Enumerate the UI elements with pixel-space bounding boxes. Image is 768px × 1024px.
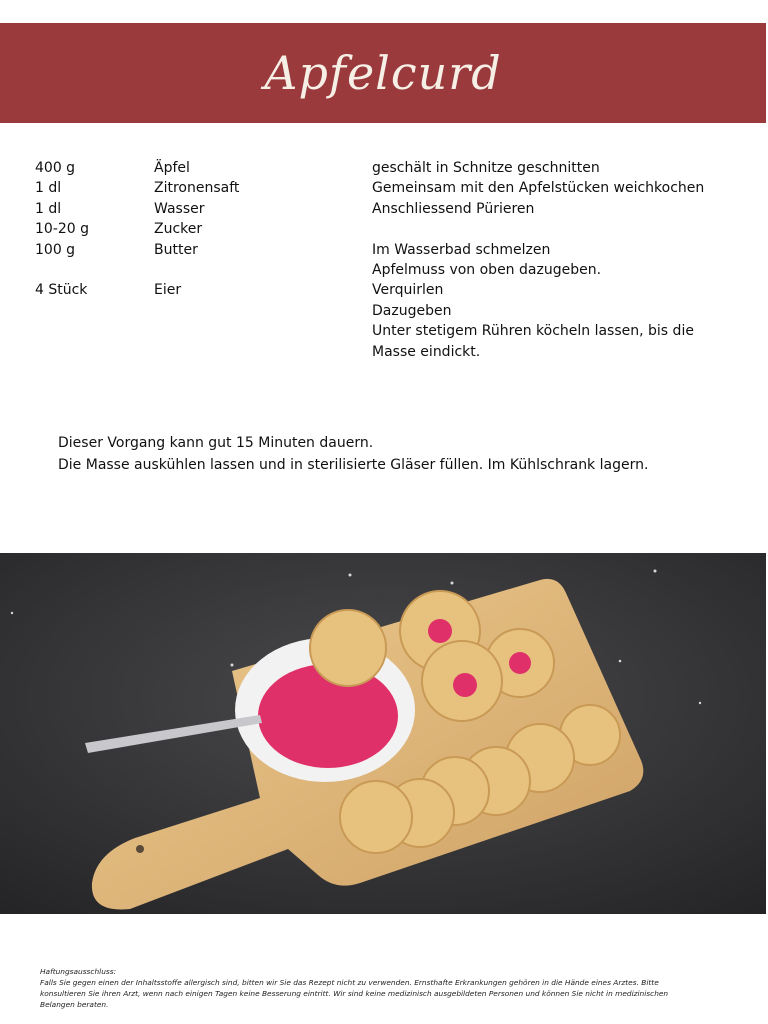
ingredient-name: Eier: [154, 282, 182, 299]
ingredient-row: [0, 240, 768, 260]
ingredient-row: [0, 219, 768, 239]
disclaimer: [40, 966, 740, 1010]
ingredient-amount: 100 g: [35, 241, 76, 258]
recipe-photo: [0, 553, 766, 914]
ingredient-row: [0, 199, 768, 219]
ingredient-instruction: geschält in Schnitze geschnitten: [372, 160, 600, 176]
ingredient-amount: 1 dl: [35, 180, 62, 197]
ingredient-instruction: Anschliessend Pürieren: [372, 200, 535, 217]
ingredient-amount: 10-20 g: [35, 221, 90, 238]
ingredient-instruction: Gemeinsam mit den Apfelstücken weichkochen: [372, 180, 705, 197]
ingredient-name: Zucker: [154, 221, 203, 238]
title-banner: [0, 23, 766, 123]
disclaimer-line: konsultieren Sie ihren Arzt, wenn nach einigen Tagen keine Besserung eintritt. Wir sind keine medizinisch ausgebildeten Personen und können Sie nicht in medizinischen: [40, 989, 669, 998]
ingredient-instruction: Unter stetigem Rühren köcheln lassen, bis die: [372, 323, 694, 340]
ingredient-row: [0, 301, 768, 321]
ingredient-name: Wasser: [154, 200, 205, 217]
ingredient-amount: 1 dl: [35, 200, 62, 217]
ingredient-instruction: Im Wasserbad schmelzen: [372, 241, 551, 258]
recipe-title: Apfelcurd: [264, 46, 502, 100]
preparation-notes: [58, 433, 648, 476]
note-line: Die Masse auskühlen lassen und in sterilisierte Gläser füllen. Im Kühlschrank lagern.: [58, 456, 649, 473]
ingredient-row: [0, 342, 768, 362]
ingredient-instruction: Apfelmuss von oben dazugeben.: [372, 261, 602, 278]
ingredient-name: Äpfel: [154, 160, 190, 176]
ingredient-row: [0, 158, 768, 178]
ingredient-name: Zitronensaft: [154, 180, 240, 197]
ingredients-list: [0, 158, 768, 362]
note-line: Dieser Vorgang kann gut 15 Minuten dauern.: [58, 435, 374, 451]
ingredient-row: [0, 178, 768, 198]
ingredient-name: Butter: [154, 241, 198, 258]
board-hole: [136, 845, 144, 853]
disclaimer-line: Falls Sie gegen einen der Inhaltsstoffe allergisch sind, bitten wir Sie das Rezept nicht zu verwenden. Ernsthafte Erkrankungen gehören in die Hände eines Arztes. Bitte: [40, 978, 659, 987]
ingredient-instruction: Verquirlen: [372, 282, 444, 299]
ingredient-amount: 400 g: [35, 160, 76, 176]
disclaimer-heading: Haftungsausschluss:: [40, 967, 117, 976]
ingredient-row: [0, 280, 768, 300]
ingredient-instruction: Dazugeben: [372, 302, 452, 319]
ingredient-instruction: Masse eindickt.: [372, 343, 481, 360]
disclaimer-line: Belangen beraten.: [40, 1000, 109, 1009]
ingredient-amount: 4 Stück: [35, 282, 88, 299]
ingredient-row: [0, 321, 768, 341]
ingredient-row: [0, 260, 768, 280]
